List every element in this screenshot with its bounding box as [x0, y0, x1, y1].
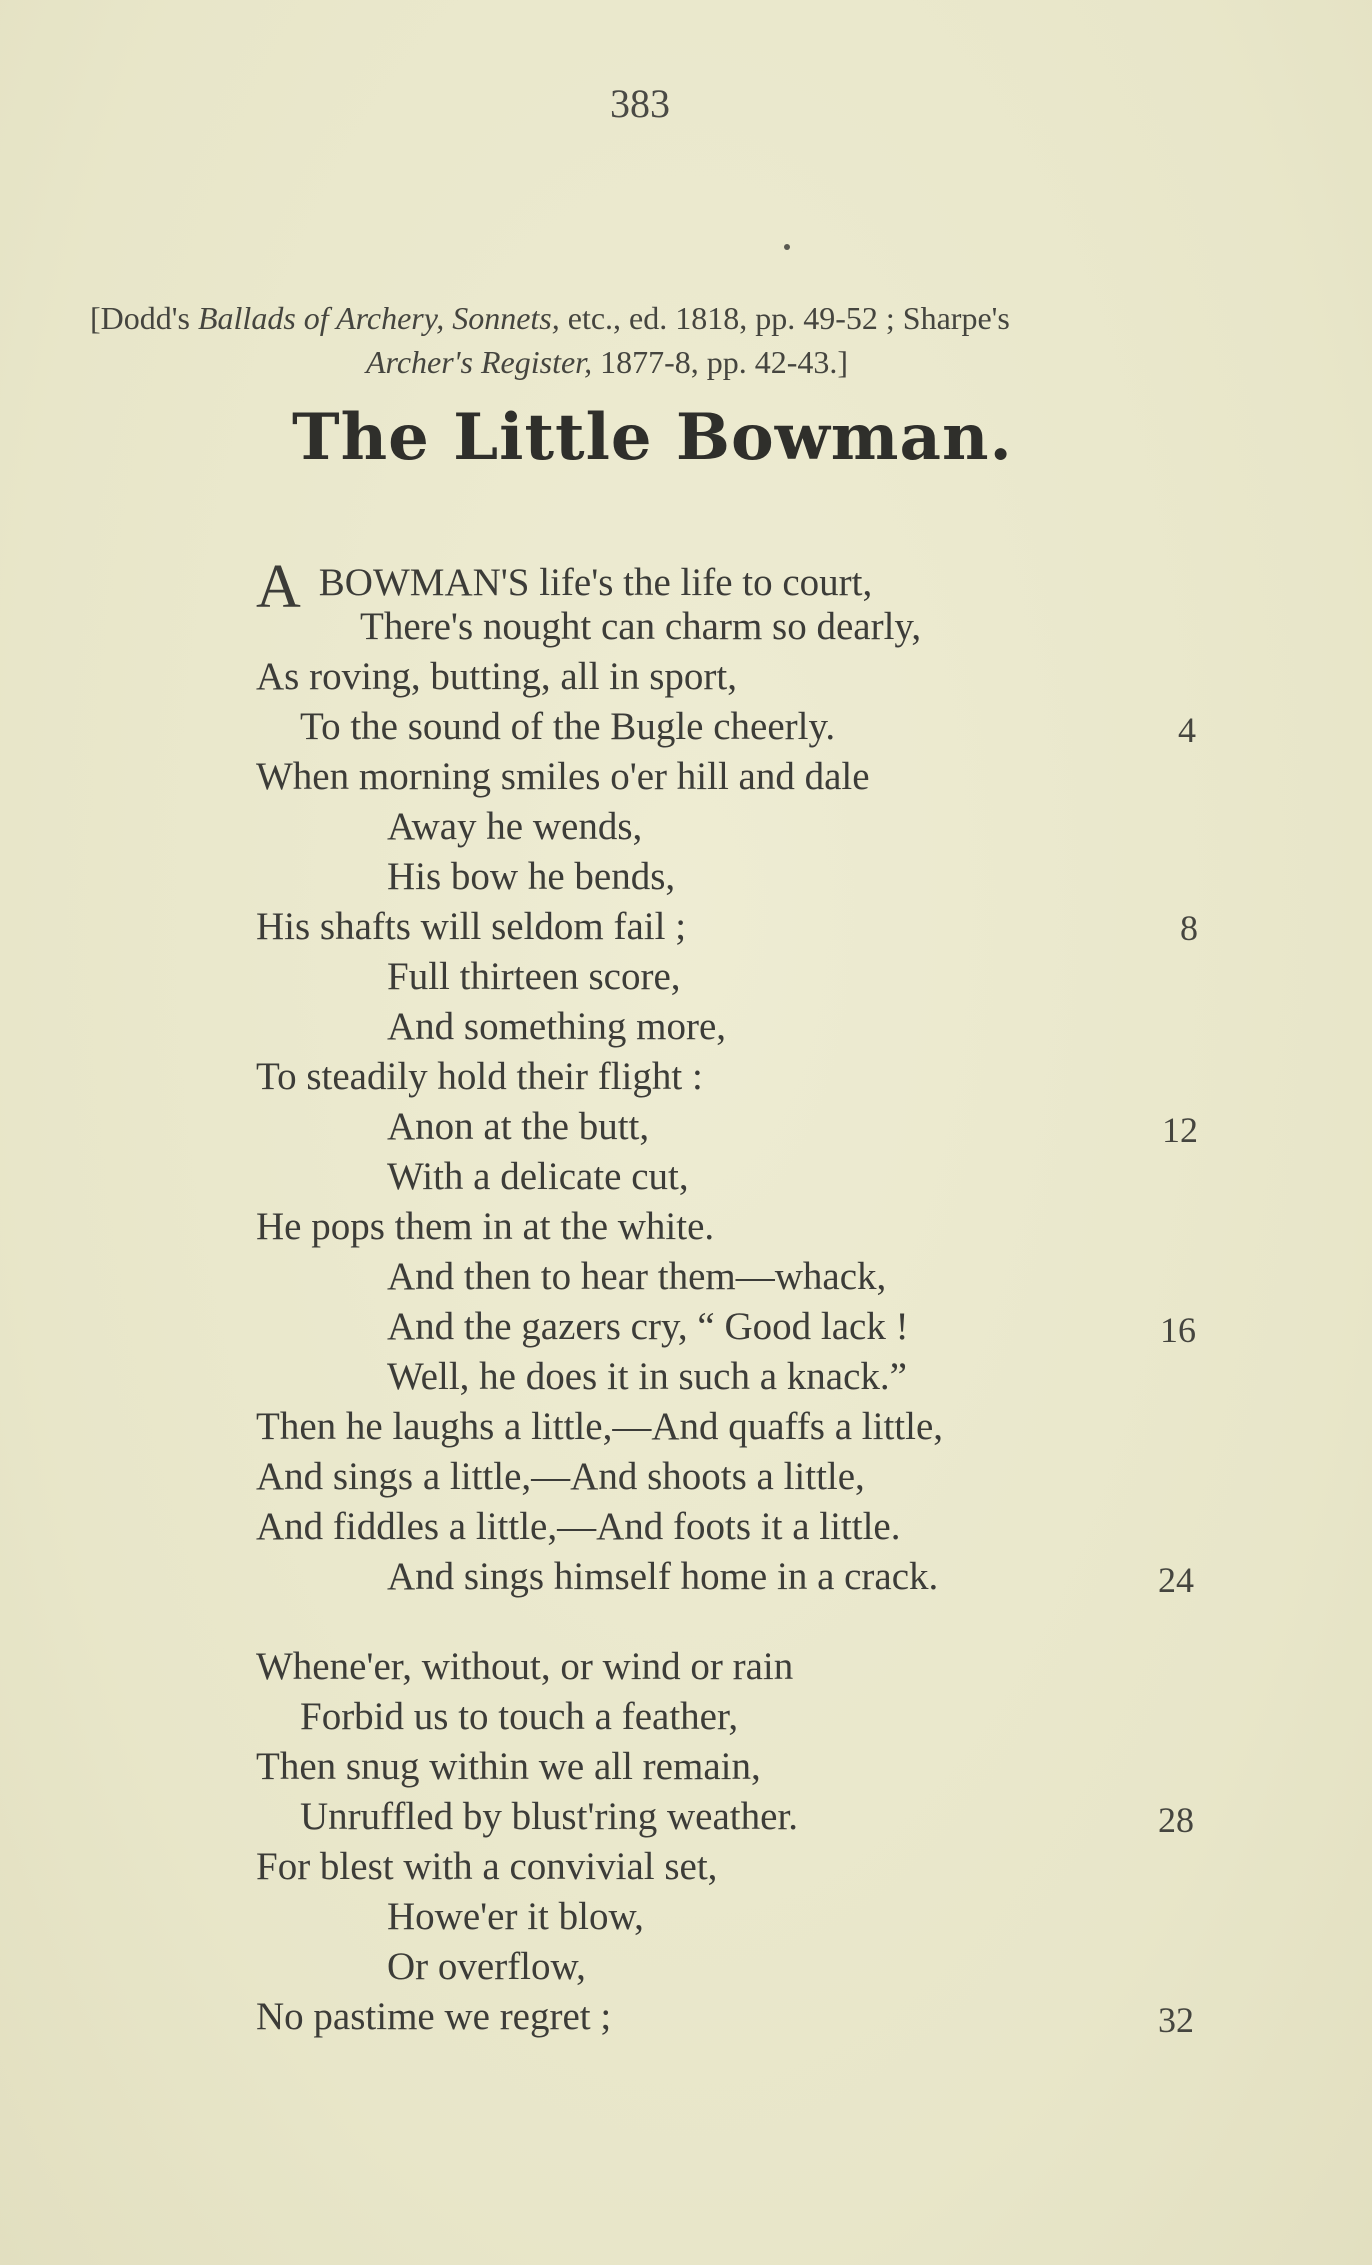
- line-number: 28: [1158, 1800, 1194, 1840]
- line-number: 24: [1158, 1560, 1194, 1600]
- source-text: [Dodd's: [90, 300, 198, 336]
- poem-line-17: Well, he does it in such a knack.”: [387, 1355, 907, 1398]
- poem-line-text: BOWMAN'S life's the life to court,: [318, 561, 873, 604]
- poem-line-22: Whene'er, without, or wind or rain: [256, 1645, 794, 1688]
- poem-line-7: His bow he bends,: [387, 855, 676, 898]
- poem-line-24: Then snug within we all remain,: [256, 1745, 761, 1788]
- poem-line-20: And fiddles a little,—And foots it a little.: [256, 1505, 901, 1548]
- source-title-italic: Archer's Register,: [366, 344, 593, 380]
- poem-line-29: No pastime we regret ;: [256, 1995, 612, 2038]
- printer-mark: [784, 244, 790, 250]
- poem-line-23: Forbid us to touch a feather,: [300, 1695, 739, 1738]
- poem-line-15: And then to hear them—whack,: [387, 1255, 887, 1298]
- poem-line-14: He pops them in at the white.: [256, 1205, 715, 1248]
- source-text: etc., ed. 1818, pp. 49-52 ; Sharpe's: [559, 300, 1010, 336]
- poem-line-25: Unruffled by blust'ring weather.: [300, 1795, 799, 1838]
- poem-line-10: And something more,: [387, 1005, 727, 1048]
- poem-line-19: And sings a little,—And shoots a little,: [256, 1455, 865, 1498]
- poem-line-9: Full thirteen score,: [387, 955, 681, 998]
- poem-line-6: Away he wends,: [387, 805, 643, 848]
- line-number: 16: [1160, 1310, 1196, 1350]
- poem-line-28: Or overflow,: [387, 1945, 586, 1988]
- poem-line-8: His shafts will seldom fail ;: [256, 905, 687, 948]
- poem-line-11: To steadily hold their flight :: [256, 1055, 703, 1098]
- poem-line-18: Then he laughs a little,—And quaffs a little,: [256, 1405, 944, 1448]
- line-number: 8: [1180, 908, 1198, 948]
- poem-line-12: Anon at the butt,: [387, 1105, 650, 1148]
- source-citation-line-2: [366, 344, 848, 381]
- poem-title: The Little Bowman.: [292, 400, 1013, 475]
- poem-line-5: When morning smiles o'er hill and dale: [256, 755, 870, 798]
- line-number: 32: [1158, 2000, 1194, 2040]
- source-citation-line-1: [90, 300, 1010, 337]
- source-text: 1877-8, pp. 42-43.]: [592, 344, 849, 380]
- line-number: 4: [1178, 710, 1196, 750]
- poem-line-27: Howe'er it blow,: [387, 1895, 644, 1938]
- poem-line-21: And sings himself home in a crack.: [387, 1555, 939, 1598]
- source-title-italic: Ballads of Archery, Sonnets,: [197, 300, 560, 336]
- poem-line-3: As roving, butting, all in sport,: [256, 655, 737, 698]
- poem-line-26: For blest with a convivial set,: [256, 1845, 718, 1888]
- poem-line-13: With a delicate cut,: [387, 1155, 689, 1198]
- line-number: 12: [1162, 1110, 1198, 1150]
- poem-line-16: And the gazers cry, “ Good lack !: [387, 1305, 909, 1348]
- drop-cap: A: [256, 553, 301, 621]
- poem-line-4: To the sound of the Bugle cheerly.: [300, 705, 836, 748]
- page-number: 383: [610, 81, 670, 126]
- poem-line-2: There's nought can charm so dearly,: [360, 605, 922, 648]
